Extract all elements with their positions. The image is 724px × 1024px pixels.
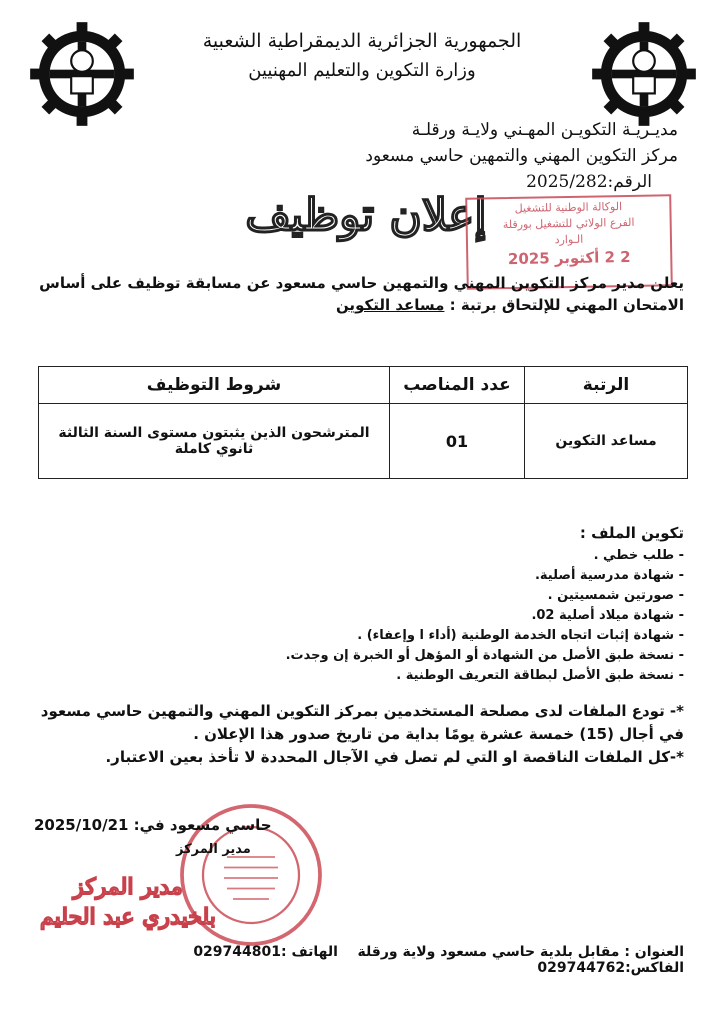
announcement-text: يعلن مدير مركز التكوين المهني والتمهين حاسي مسعود عن مسابقة توظيف على أساس الامتحان المهني للإلتحاق برتبة :	[39, 274, 684, 314]
right-gear-logo-icon	[590, 20, 698, 128]
stamp-date: 2 2 أكتوبر 2025	[507, 247, 631, 269]
table-row	[39, 404, 688, 479]
note-incomplete: *-كل الملفات الناقصة او التي لم تصل في الآجال المحددة لا تأخذ بعين الاعتبار.	[105, 748, 684, 766]
list-item: - طلب خطي .	[593, 548, 684, 563]
file-requirements-list	[286, 546, 684, 686]
stamp-line-1: الوكالة الوطنية للتشغيل	[514, 200, 623, 215]
signature-line-2: بلخيدري عبد الحليم	[40, 904, 216, 930]
list-item: - نسخة طبق الأصل من الشهادة أو المؤهل أو الخبرة إن وجدت.	[285, 648, 684, 663]
file-section-title: تكوين الملف :	[579, 524, 684, 542]
footer-phone: الهاتف :029744801	[193, 944, 338, 960]
note-deposit: *- تودع الملفات لدى مصلحة المستخدمين بمركز التكوين المهني والتمهين حاسي مسعود في أجال (15) خمسة عشرة يومًا بداية من تاريخ صدور هذا الإعلان .	[40, 702, 684, 743]
page-title: إعلان توظيف	[245, 190, 487, 241]
header-rank: الرتبة	[525, 367, 688, 404]
directorate-line: مديـريـة التكويـن المهـني ولايـة ورقلـة	[411, 120, 678, 140]
cell-positions: 01	[390, 404, 525, 479]
list-item: - شهادة مدرسية أصلية.	[534, 568, 684, 583]
footer-fax: الفاكس:029744762	[537, 960, 684, 976]
center-line: مركز التكوين المهني والتمهين حاسي مسعود	[365, 146, 678, 166]
list-item: - شهادة ميلاد أصلية 02.	[531, 608, 684, 623]
list-item: - نسخة طبق الأصل لبطاقة التعريف الوطنية .	[396, 668, 684, 683]
notes-block	[24, 700, 684, 769]
list-item: - شهادة إثبات اتجاه الخدمة الوطنية (أداء ا وإعفاء) .	[357, 628, 684, 643]
cell-conditions: المترشحون الذين يثبتون مستوى السنة الثالثة ثانوي كاملة	[39, 404, 390, 479]
signature-line-1: مدير المركز	[73, 874, 183, 900]
list-item: - صورتين شمسيتين .	[547, 588, 684, 603]
announcement-rank: مساعد التكوين	[335, 296, 445, 314]
table-header-row	[39, 367, 688, 404]
ministry-heading: وزارة التكوين والتعليم المهنيين	[248, 60, 476, 81]
director-role: مدير المركز	[176, 842, 251, 857]
jobs-table	[38, 366, 688, 479]
left-gear-logo-icon	[28, 20, 136, 128]
announcement-paragraph	[24, 272, 684, 316]
footer-contact	[24, 944, 684, 976]
signature-stamp	[40, 872, 216, 932]
place-date: حاسي مسعود في: 2025/10/21	[34, 816, 272, 834]
header-conditions: شروط التوظيف	[39, 367, 390, 404]
footer-address: العنوان : مقابل بلدية حاسي مسعود ولاية ورقلة	[357, 944, 684, 960]
header-positions: عدد المناصب	[390, 367, 525, 404]
republic-heading: الجمهورية الجزائرية الديمقراطية الشعبية	[202, 30, 522, 52]
stamp-line-2: الفرع الولائي للتشغيل بورقلة	[502, 215, 635, 232]
cell-rank: مساعد التكوين	[525, 404, 688, 479]
stamp-line-3: الـوارد	[554, 232, 584, 247]
reference-number: الرقم:2025/282	[526, 172, 652, 192]
